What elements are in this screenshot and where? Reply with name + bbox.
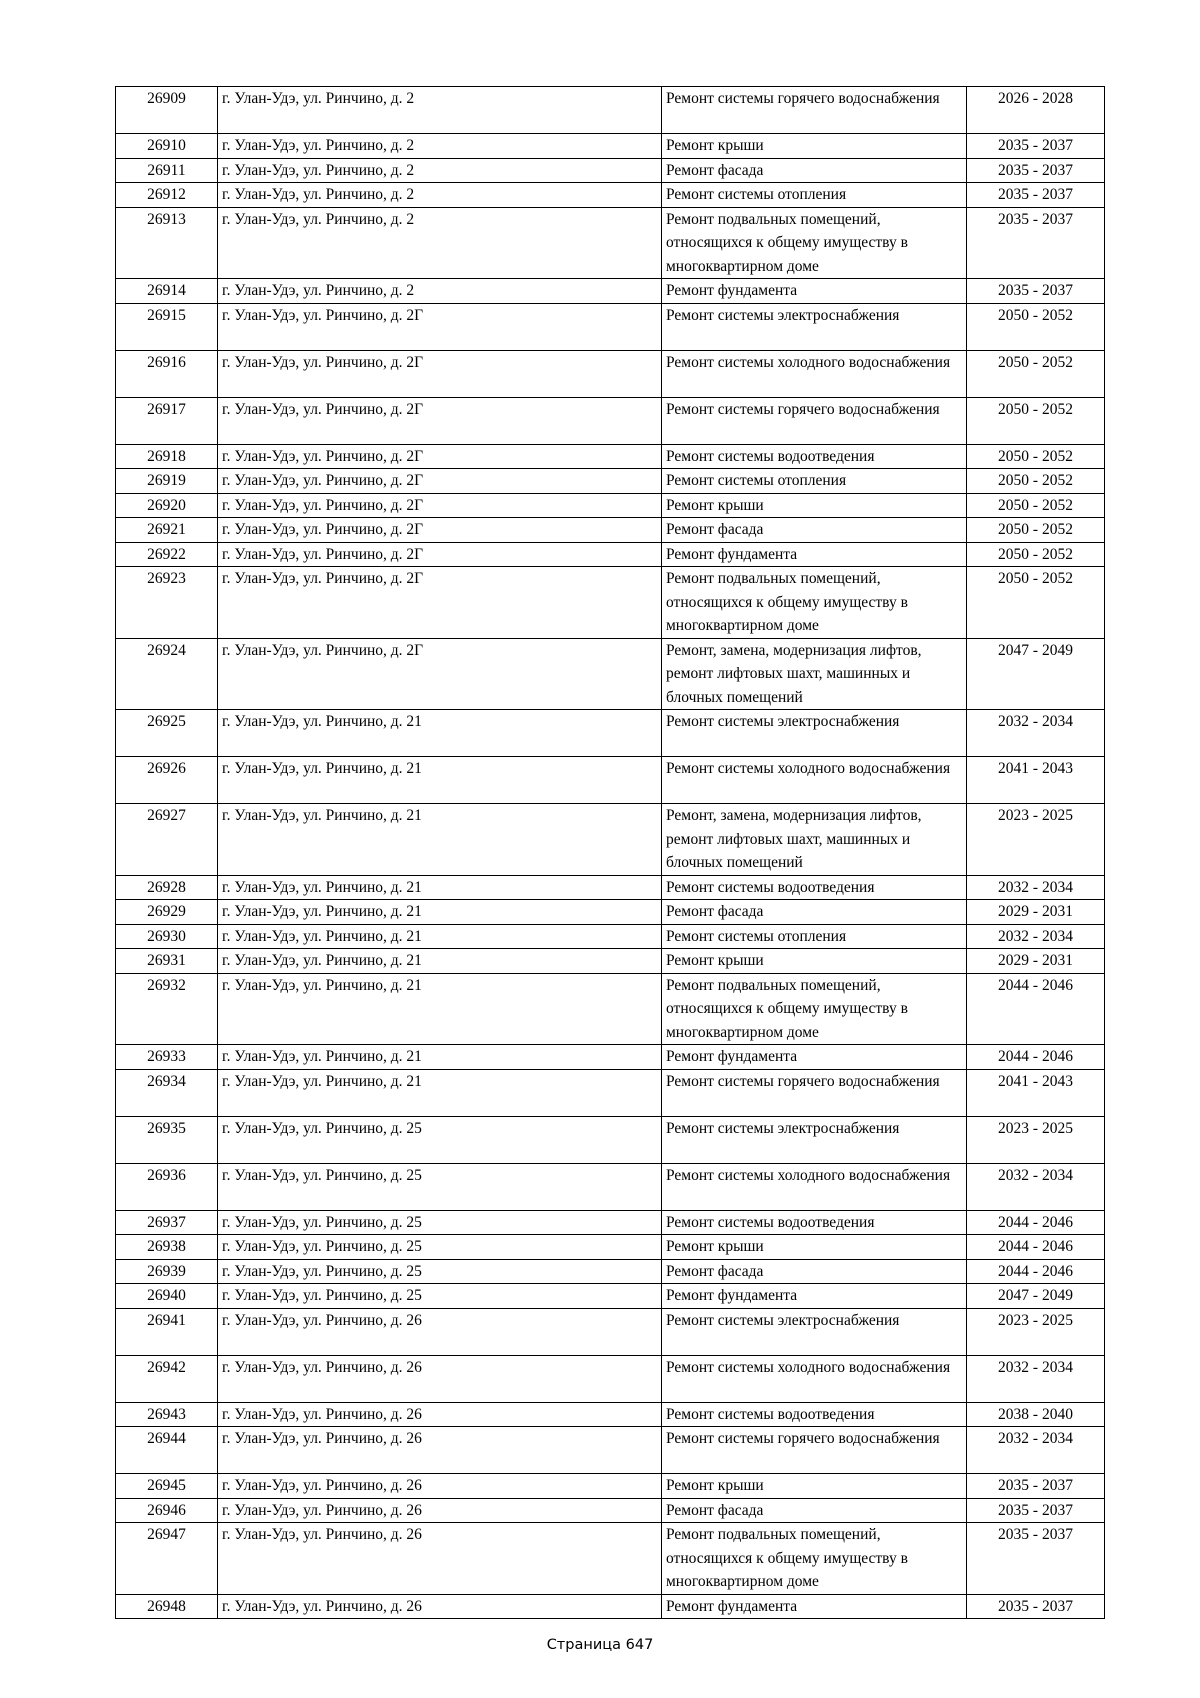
- period-cell: 2032 - 2034: [967, 924, 1105, 949]
- period-cell: 2035 - 2037: [967, 1594, 1105, 1619]
- work-type-cell: Ремонт подвальных помещений, относящихся к общему имуществу в многоквартирном доме: [662, 973, 967, 1045]
- period-cell: 2041 - 2043: [967, 1069, 1105, 1116]
- work-type-cell: Ремонт системы отопления: [662, 183, 967, 208]
- table-row: [116, 1427, 1105, 1474]
- work-type-cell: Ремонт подвальных помещений, относящихся к общему имуществу в многоквартирном доме: [662, 207, 967, 279]
- period-cell: 2032 - 2034: [967, 1427, 1105, 1474]
- work-type-cell: Ремонт системы водоотведения: [662, 1402, 967, 1427]
- work-type-cell: Ремонт системы горячего водоснабжения: [662, 397, 967, 444]
- table-row: [116, 804, 1105, 876]
- table-row: [116, 900, 1105, 925]
- row-number-cell: 26910: [116, 134, 218, 159]
- page-number: Страница 647: [546, 1637, 654, 1653]
- address-cell: г. Улан-Удэ, ул. Ринчино, д. 21: [218, 924, 662, 949]
- address-cell: г. Улан-Удэ, ул. Ринчино, д. 25: [218, 1116, 662, 1163]
- row-number-cell: 26945: [116, 1474, 218, 1499]
- address-cell: г. Улан-Удэ, ул. Ринчино, д. 2Г: [218, 303, 662, 350]
- period-cell: 2038 - 2040: [967, 1402, 1105, 1427]
- period-cell: 2050 - 2052: [967, 350, 1105, 397]
- row-number-cell: 26946: [116, 1498, 218, 1523]
- row-number-cell: 26938: [116, 1235, 218, 1260]
- work-type-cell: Ремонт фундамента: [662, 279, 967, 304]
- period-cell: 2050 - 2052: [967, 518, 1105, 543]
- work-type-cell: Ремонт системы холодного водоснабжения: [662, 757, 967, 804]
- table-row: [116, 1594, 1105, 1619]
- work-type-cell: Ремонт системы отопления: [662, 924, 967, 949]
- address-cell: г. Улан-Удэ, ул. Ринчино, д. 26: [218, 1308, 662, 1355]
- address-cell: г. Улан-Удэ, ул. Ринчино, д. 25: [218, 1284, 662, 1309]
- address-cell: г. Улан-Удэ, ул. Ринчино, д. 25: [218, 1259, 662, 1284]
- work-type-cell: Ремонт крыши: [662, 1474, 967, 1499]
- row-number-cell: 26948: [116, 1594, 218, 1619]
- table-row: [116, 493, 1105, 518]
- address-cell: г. Улан-Удэ, ул. Ринчино, д. 26: [218, 1355, 662, 1402]
- period-cell: 2035 - 2037: [967, 1498, 1105, 1523]
- table-row: [116, 757, 1105, 804]
- address-cell: г. Улан-Удэ, ул. Ринчино, д. 21: [218, 1069, 662, 1116]
- address-cell: г. Улан-Удэ, ул. Ринчино, д. 25: [218, 1210, 662, 1235]
- work-type-cell: Ремонт системы водоотведения: [662, 444, 967, 469]
- address-cell: г. Улан-Удэ, ул. Ринчино, д. 26: [218, 1427, 662, 1474]
- table-row: [116, 1116, 1105, 1163]
- work-type-cell: Ремонт фасада: [662, 1498, 967, 1523]
- row-number-cell: 26925: [116, 710, 218, 757]
- period-cell: 2050 - 2052: [967, 303, 1105, 350]
- table-row: [116, 303, 1105, 350]
- work-type-cell: Ремонт системы электроснабжения: [662, 710, 967, 757]
- table-row: [116, 1163, 1105, 1210]
- table-row: [116, 949, 1105, 974]
- row-number-cell: 26915: [116, 303, 218, 350]
- table-row: [116, 469, 1105, 494]
- period-cell: 2041 - 2043: [967, 757, 1105, 804]
- table-body: [116, 87, 1105, 1619]
- table-row: [116, 1284, 1105, 1309]
- period-cell: 2050 - 2052: [967, 444, 1105, 469]
- period-cell: 2047 - 2049: [967, 1284, 1105, 1309]
- table-row: [116, 1523, 1105, 1595]
- row-number-cell: 26918: [116, 444, 218, 469]
- table-row: [116, 542, 1105, 567]
- address-cell: г. Улан-Удэ, ул. Ринчино, д. 2: [218, 87, 662, 134]
- work-type-cell: Ремонт системы холодного водоснабжения: [662, 350, 967, 397]
- period-cell: 2023 - 2025: [967, 1308, 1105, 1355]
- period-cell: 2023 - 2025: [967, 1116, 1105, 1163]
- address-cell: г. Улан-Удэ, ул. Ринчино, д. 2Г: [218, 469, 662, 494]
- work-type-cell: Ремонт системы электроснабжения: [662, 1116, 967, 1163]
- work-type-cell: Ремонт фасада: [662, 158, 967, 183]
- work-type-cell: Ремонт крыши: [662, 493, 967, 518]
- address-cell: г. Улан-Удэ, ул. Ринчино, д. 21: [218, 1045, 662, 1070]
- table-row: [116, 924, 1105, 949]
- address-cell: г. Улан-Удэ, ул. Ринчино, д. 25: [218, 1163, 662, 1210]
- row-number-cell: 26916: [116, 350, 218, 397]
- work-type-cell: Ремонт крыши: [662, 1235, 967, 1260]
- address-cell: г. Улан-Удэ, ул. Ринчино, д. 26: [218, 1474, 662, 1499]
- row-number-cell: 26914: [116, 279, 218, 304]
- address-cell: г. Улан-Удэ, ул. Ринчино, д. 21: [218, 710, 662, 757]
- table-row: [116, 1498, 1105, 1523]
- table-row: [116, 1308, 1105, 1355]
- table-row: [116, 567, 1105, 639]
- row-number-cell: 26935: [116, 1116, 218, 1163]
- table-row: [116, 134, 1105, 159]
- address-cell: г. Улан-Удэ, ул. Ринчино, д. 2Г: [218, 567, 662, 639]
- period-cell: 2035 - 2037: [967, 1474, 1105, 1499]
- row-number-cell: 26932: [116, 973, 218, 1045]
- row-number-cell: 26931: [116, 949, 218, 974]
- address-cell: г. Улан-Удэ, ул. Ринчино, д. 2: [218, 279, 662, 304]
- table-row: [116, 1235, 1105, 1260]
- table-row: [116, 207, 1105, 279]
- table-row: [116, 397, 1105, 444]
- work-type-cell: Ремонт системы горячего водоснабжения: [662, 1427, 967, 1474]
- period-cell: 2050 - 2052: [967, 469, 1105, 494]
- period-cell: 2044 - 2046: [967, 1235, 1105, 1260]
- period-cell: 2050 - 2052: [967, 567, 1105, 639]
- address-cell: г. Улан-Удэ, ул. Ринчино, д. 2: [218, 183, 662, 208]
- work-type-cell: Ремонт системы холодного водоснабжения: [662, 1355, 967, 1402]
- period-cell: 2029 - 2031: [967, 949, 1105, 974]
- address-cell: г. Улан-Удэ, ул. Ринчино, д. 26: [218, 1402, 662, 1427]
- address-cell: г. Улан-Удэ, ул. Ринчино, д. 21: [218, 757, 662, 804]
- period-cell: 2035 - 2037: [967, 134, 1105, 159]
- table-row: [116, 973, 1105, 1045]
- row-number-cell: 26928: [116, 875, 218, 900]
- row-number-cell: 26924: [116, 638, 218, 710]
- period-cell: 2047 - 2049: [967, 638, 1105, 710]
- period-cell: 2044 - 2046: [967, 973, 1105, 1045]
- row-number-cell: 26926: [116, 757, 218, 804]
- table-row: [116, 1474, 1105, 1499]
- period-cell: 2032 - 2034: [967, 1163, 1105, 1210]
- period-cell: 2026 - 2028: [967, 87, 1105, 134]
- address-cell: г. Улан-Удэ, ул. Ринчино, д. 2: [218, 207, 662, 279]
- address-cell: г. Улан-Удэ, ул. Ринчино, д. 25: [218, 1235, 662, 1260]
- table-row: [116, 638, 1105, 710]
- period-cell: 2023 - 2025: [967, 804, 1105, 876]
- period-cell: 2050 - 2052: [967, 397, 1105, 444]
- row-number-cell: 26940: [116, 1284, 218, 1309]
- period-cell: 2035 - 2037: [967, 183, 1105, 208]
- row-number-cell: 26929: [116, 900, 218, 925]
- address-cell: г. Улан-Удэ, ул. Ринчино, д. 2: [218, 158, 662, 183]
- period-cell: 2044 - 2046: [967, 1210, 1105, 1235]
- table-row: [116, 1069, 1105, 1116]
- address-cell: г. Улан-Удэ, ул. Ринчино, д. 26: [218, 1498, 662, 1523]
- row-number-cell: 26930: [116, 924, 218, 949]
- work-type-cell: Ремонт подвальных помещений, относящихся к общему имуществу в многоквартирном доме: [662, 1523, 967, 1595]
- table-row: [116, 158, 1105, 183]
- address-cell: г. Улан-Удэ, ул. Ринчино, д. 26: [218, 1594, 662, 1619]
- table-row: [116, 1259, 1105, 1284]
- address-cell: г. Улан-Удэ, ул. Ринчино, д. 2: [218, 134, 662, 159]
- work-type-cell: Ремонт фундамента: [662, 1284, 967, 1309]
- address-cell: г. Улан-Удэ, ул. Ринчино, д. 21: [218, 949, 662, 974]
- table-row: [116, 279, 1105, 304]
- row-number-cell: 26947: [116, 1523, 218, 1595]
- work-type-cell: Ремонт системы электроснабжения: [662, 1308, 967, 1355]
- address-cell: г. Улан-Удэ, ул. Ринчино, д. 26: [218, 1523, 662, 1595]
- repair-schedule-table: [115, 86, 1105, 1619]
- table-row: [116, 1045, 1105, 1070]
- period-cell: 2035 - 2037: [967, 158, 1105, 183]
- row-number-cell: 26921: [116, 518, 218, 543]
- work-type-cell: Ремонт, замена, модернизация лифтов, ремонт лифтовых шахт, машинных и блочных помещений: [662, 638, 967, 710]
- row-number-cell: 26937: [116, 1210, 218, 1235]
- row-number-cell: 26941: [116, 1308, 218, 1355]
- work-type-cell: Ремонт фундамента: [662, 1045, 967, 1070]
- address-cell: г. Улан-Удэ, ул. Ринчино, д. 21: [218, 804, 662, 876]
- table-row: [116, 1402, 1105, 1427]
- period-cell: 2035 - 2037: [967, 207, 1105, 279]
- period-cell: 2032 - 2034: [967, 1355, 1105, 1402]
- period-cell: 2044 - 2046: [967, 1045, 1105, 1070]
- work-type-cell: Ремонт фасада: [662, 900, 967, 925]
- row-number-cell: 26917: [116, 397, 218, 444]
- address-cell: г. Улан-Удэ, ул. Ринчино, д. 2Г: [218, 397, 662, 444]
- table-row: [116, 87, 1105, 134]
- period-cell: 2035 - 2037: [967, 1523, 1105, 1595]
- work-type-cell: Ремонт подвальных помещений, относящихся к общему имуществу в многоквартирном доме: [662, 567, 967, 639]
- row-number-cell: 26933: [116, 1045, 218, 1070]
- period-cell: 2050 - 2052: [967, 493, 1105, 518]
- work-type-cell: Ремонт фундамента: [662, 542, 967, 567]
- work-type-cell: Ремонт крыши: [662, 134, 967, 159]
- period-cell: 2032 - 2034: [967, 710, 1105, 757]
- row-number-cell: 26922: [116, 542, 218, 567]
- address-cell: г. Улан-Удэ, ул. Ринчино, д. 2Г: [218, 444, 662, 469]
- table-row: [116, 875, 1105, 900]
- row-number-cell: 26920: [116, 493, 218, 518]
- work-type-cell: Ремонт системы горячего водоснабжения: [662, 1069, 967, 1116]
- row-number-cell: 26909: [116, 87, 218, 134]
- period-cell: 2050 - 2052: [967, 542, 1105, 567]
- address-cell: г. Улан-Удэ, ул. Ринчино, д. 21: [218, 875, 662, 900]
- work-type-cell: Ремонт системы электроснабжения: [662, 303, 967, 350]
- work-type-cell: Ремонт системы горячего водоснабжения: [662, 87, 967, 134]
- address-cell: г. Улан-Удэ, ул. Ринчино, д. 2Г: [218, 493, 662, 518]
- address-cell: г. Улан-Удэ, ул. Ринчино, д. 2Г: [218, 638, 662, 710]
- work-type-cell: Ремонт, замена, модернизация лифтов, ремонт лифтовых шахт, машинных и блочных помещений: [662, 804, 967, 876]
- work-type-cell: Ремонт крыши: [662, 949, 967, 974]
- row-number-cell: 26927: [116, 804, 218, 876]
- work-type-cell: Ремонт системы водоотведения: [662, 1210, 967, 1235]
- period-cell: 2035 - 2037: [967, 279, 1105, 304]
- row-number-cell: 26913: [116, 207, 218, 279]
- table-row: [116, 183, 1105, 208]
- address-cell: г. Улан-Удэ, ул. Ринчино, д. 2Г: [218, 518, 662, 543]
- table-row: [116, 350, 1105, 397]
- row-number-cell: 26934: [116, 1069, 218, 1116]
- table-row: [116, 518, 1105, 543]
- work-type-cell: Ремонт фундамента: [662, 1594, 967, 1619]
- row-number-cell: 26944: [116, 1427, 218, 1474]
- work-type-cell: Ремонт системы водоотведения: [662, 875, 967, 900]
- work-type-cell: Ремонт фасада: [662, 1259, 967, 1284]
- address-cell: г. Улан-Удэ, ул. Ринчино, д. 21: [218, 973, 662, 1045]
- work-type-cell: Ремонт системы отопления: [662, 469, 967, 494]
- row-number-cell: 26943: [116, 1402, 218, 1427]
- address-cell: г. Улан-Удэ, ул. Ринчино, д. 2Г: [218, 350, 662, 397]
- table-row: [116, 1355, 1105, 1402]
- row-number-cell: 26923: [116, 567, 218, 639]
- work-type-cell: Ремонт фасада: [662, 518, 967, 543]
- row-number-cell: 26942: [116, 1355, 218, 1402]
- table-row: [116, 444, 1105, 469]
- table-row: [116, 710, 1105, 757]
- address-cell: г. Улан-Удэ, ул. Ринчино, д. 21: [218, 900, 662, 925]
- row-number-cell: 26919: [116, 469, 218, 494]
- table-row: [116, 1210, 1105, 1235]
- row-number-cell: 26911: [116, 158, 218, 183]
- period-cell: 2029 - 2031: [967, 900, 1105, 925]
- period-cell: 2032 - 2034: [967, 875, 1105, 900]
- row-number-cell: 26936: [116, 1163, 218, 1210]
- row-number-cell: 26912: [116, 183, 218, 208]
- address-cell: г. Улан-Удэ, ул. Ринчино, д. 2Г: [218, 542, 662, 567]
- period-cell: 2044 - 2046: [967, 1259, 1105, 1284]
- work-type-cell: Ремонт системы холодного водоснабжения: [662, 1163, 967, 1210]
- row-number-cell: 26939: [116, 1259, 218, 1284]
